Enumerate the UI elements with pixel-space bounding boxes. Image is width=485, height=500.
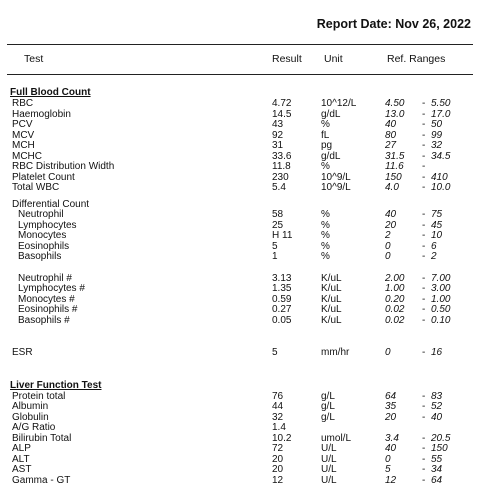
ref-dash: - [422, 347, 426, 358]
unit-label: K/uL [321, 272, 342, 284]
ref-low: 0 [385, 453, 391, 465]
ref-low: 1.00 [385, 283, 405, 294]
unit-label: % [321, 240, 330, 252]
unit-label: % [321, 251, 330, 262]
ref-dash: - [422, 161, 426, 172]
ref-dash: - [422, 304, 426, 315]
table-row [10, 434, 478, 445]
test-name: Lymphocytes # [18, 283, 85, 294]
unit-label: g/dL [321, 108, 341, 120]
unit-label: K/uL [321, 293, 342, 305]
ref-low: 35 [385, 401, 397, 412]
result-value: 32 [272, 411, 284, 423]
diff-abs-table [10, 274, 478, 327]
table-row [10, 162, 478, 173]
test-name: Monocytes [18, 230, 67, 241]
test-name: Basophils [18, 251, 62, 262]
ref-high: 0.50 [431, 304, 451, 315]
unit-label: 10^9/L [321, 171, 351, 183]
result-value: 5 [272, 347, 278, 358]
result-value: 10.2 [272, 432, 292, 444]
ref-high: 64 [431, 474, 443, 486]
table-row [10, 252, 478, 263]
ref-low: 0 [385, 251, 391, 262]
test-name: Haemoglobin [12, 108, 71, 120]
unit-label: g/L [321, 401, 335, 412]
ref-low: 0 [385, 240, 391, 252]
table-row [10, 423, 478, 434]
table-row [10, 295, 478, 306]
result-value: 11.8 [272, 161, 291, 172]
test-name: AST [12, 464, 32, 475]
ref-low: 27 [385, 140, 397, 151]
ref-high: 20.5 [431, 432, 451, 444]
unit-label: U/L [321, 453, 337, 465]
ref-dash: - [422, 230, 426, 241]
test-name: MCV [12, 129, 35, 141]
test-name: RBC Distribution Width [12, 161, 115, 172]
ref-dash: - [422, 150, 426, 162]
test-name: Eosinophils # [18, 304, 78, 315]
result-value: 20 [272, 453, 284, 465]
ref-high: 99 [431, 129, 443, 141]
unit-label: 10^9/L [321, 182, 351, 193]
ref-low: 0.02 [385, 304, 405, 315]
ref-dash: - [422, 314, 426, 326]
table-row [10, 183, 478, 194]
result-value: 1 [272, 251, 278, 262]
section-title-lft: Liver Function Test [10, 379, 102, 391]
fbc-table [10, 99, 478, 194]
test-name: Platelet Count [12, 171, 75, 183]
table-row [10, 316, 478, 327]
unit-label: K/uL [321, 283, 342, 294]
result-value: 25 [272, 219, 284, 231]
table-row [10, 131, 478, 142]
result-value: 0.59 [272, 293, 292, 305]
ref-high: 17.0 [431, 108, 451, 120]
table-row [10, 110, 478, 121]
unit-label: g/L [321, 390, 335, 402]
ref-high: 50 [431, 119, 443, 130]
table-row [10, 348, 478, 359]
ref-low: 13.0 [385, 108, 405, 120]
ref-high: 55 [431, 453, 443, 465]
result-value: 14.5 [272, 108, 292, 120]
lft-table [10, 392, 478, 487]
test-name: Albumin [12, 401, 49, 412]
ref-high: 10 [431, 230, 443, 241]
ref-high: 52 [431, 401, 443, 412]
ref-high: 32 [431, 140, 443, 151]
header-top-rule [7, 44, 473, 45]
ref-low: 2.00 [385, 272, 405, 284]
ref-low: 40 [385, 119, 397, 130]
test-name: Monocytes # [18, 293, 75, 305]
ref-high: 150 [431, 443, 448, 454]
test-name: ESR [12, 347, 33, 358]
result-value: 5.4 [272, 182, 286, 193]
test-name: A/G Ratio [12, 422, 56, 433]
ref-high: 83 [431, 390, 443, 402]
result-value: 76 [272, 390, 284, 402]
unit-label: g/dL [321, 150, 341, 162]
unit-label: U/L [321, 474, 337, 486]
ref-low: 5 [385, 464, 391, 475]
result-value: 58 [272, 209, 284, 220]
result-value: 72 [272, 443, 284, 454]
table-row [10, 455, 478, 466]
ref-low: 150 [385, 171, 402, 183]
ref-low: 4.0 [385, 182, 399, 193]
report-date: Report Date: Nov 26, 2022 [316, 17, 471, 31]
unit-label: % [321, 161, 330, 172]
section-title-fbc: Full Blood Count [10, 87, 91, 98]
unit-label: % [321, 209, 330, 220]
unit-label: mm/hr [321, 347, 350, 358]
test-name: ALT [12, 453, 30, 465]
result-value: 44 [272, 401, 284, 412]
unit-label: g/L [321, 411, 335, 423]
table-row [10, 210, 478, 221]
ref-low: 2 [385, 230, 391, 241]
ref-dash: - [422, 474, 426, 486]
test-name: Total WBC [12, 182, 60, 193]
ref-dash: - [422, 240, 426, 252]
test-name: Lymphocytes [18, 219, 77, 231]
test-name: MCHC [12, 150, 42, 162]
results-sheet [10, 88, 478, 486]
test-name: Neutrophil # [18, 272, 72, 284]
test-name: RBC [12, 98, 34, 109]
ref-high: 7.00 [431, 272, 451, 284]
unit-label: % [321, 230, 330, 241]
ref-high: 40 [431, 411, 443, 423]
ref-high: 3.00 [431, 283, 451, 294]
unit-label: % [321, 119, 330, 130]
result-value: 1.4 [272, 422, 286, 433]
result-value: 230 [272, 171, 289, 183]
ref-dash: - [422, 432, 426, 444]
test-name: Basophils # [18, 314, 70, 326]
ref-dash: - [422, 401, 426, 412]
ref-dash: - [422, 411, 426, 423]
ref-high: 0.10 [431, 314, 451, 326]
test-name: Neutrophil [18, 209, 64, 220]
section-title-diff [10, 200, 478, 211]
ref-high: 75 [431, 209, 443, 220]
unit-label: fL [321, 129, 330, 141]
ref-dash: - [422, 219, 426, 231]
unit-label: K/uL [321, 304, 342, 315]
ref-low: 40 [385, 443, 397, 454]
ref-dash: - [422, 182, 426, 193]
ref-high: 410 [431, 171, 448, 183]
test-name: Protein total [12, 390, 66, 402]
ref-dash: - [422, 390, 426, 402]
table-row [10, 242, 478, 253]
ref-low: 64 [385, 390, 397, 402]
table-row [10, 444, 478, 455]
table-row [10, 305, 478, 316]
table-row [10, 413, 478, 424]
ref-dash: - [422, 171, 426, 183]
table-row [10, 99, 478, 110]
ref-low: 20 [385, 411, 397, 423]
test-name: Bilirubin Total [12, 432, 72, 444]
ref-dash: - [422, 272, 426, 284]
result-value: 4.72 [272, 98, 292, 109]
ref-low: 40 [385, 209, 397, 220]
result-value: 20 [272, 464, 284, 475]
ref-low: 0.20 [385, 293, 405, 305]
unit-label: umol/L [321, 432, 352, 444]
ref-dash: - [422, 464, 426, 475]
result-value: H 11 [272, 230, 293, 241]
unit-label: U/L [321, 464, 337, 475]
diff-title: Differential Count [12, 198, 90, 210]
ref-high: 10.0 [431, 182, 451, 193]
ref-high: 6 [431, 240, 437, 252]
result-value: 0.27 [272, 304, 292, 315]
table-row [10, 402, 478, 413]
column-header [10, 50, 478, 68]
ref-dash: - [422, 98, 426, 109]
ref-low: 12 [385, 474, 397, 486]
ref-low: 3.4 [385, 432, 399, 444]
test-name: MCH [12, 140, 35, 151]
ref-dash: - [422, 283, 426, 294]
test-name: ALP [12, 443, 31, 454]
ref-low: 31.5 [385, 150, 405, 162]
ref-dash: - [422, 453, 426, 465]
col-result: Result [272, 53, 302, 65]
ref-dash: - [422, 108, 426, 120]
unit-label: 10^12/L [321, 98, 357, 109]
result-value: 12 [272, 474, 284, 486]
table-row [10, 173, 478, 184]
ref-high: 34.5 [431, 150, 451, 162]
ref-low: 80 [385, 129, 397, 141]
result-value: 5 [272, 240, 278, 252]
table-row [10, 221, 478, 232]
ref-dash: - [422, 251, 426, 262]
ref-dash: - [422, 140, 426, 151]
ref-high: 1.00 [431, 293, 451, 305]
ref-low: 4.50 [385, 98, 405, 109]
result-value: 92 [272, 129, 284, 141]
ref-high: 16 [431, 347, 443, 358]
ref-dash: - [422, 119, 426, 130]
result-value: 0.05 [272, 314, 292, 326]
unit-label: U/L [321, 443, 337, 454]
esr-table [10, 348, 478, 359]
ref-high: 5.50 [431, 98, 451, 109]
unit-label: K/uL [321, 314, 342, 326]
result-value: 33.6 [272, 150, 292, 162]
unit-label: pg [321, 140, 333, 151]
ref-dash: - [422, 443, 426, 454]
table-row [10, 231, 478, 242]
result-value: 31 [272, 140, 284, 151]
col-unit: Unit [324, 53, 343, 65]
header-bottom-rule [7, 74, 473, 75]
unit-label: % [321, 219, 330, 231]
ref-dash: - [422, 129, 426, 141]
ref-dash: - [422, 293, 426, 305]
ref-high: 34 [431, 464, 443, 475]
result-value: 43 [272, 119, 284, 130]
table-row [10, 141, 478, 152]
test-name: Globulin [12, 411, 49, 423]
ref-high: 2 [431, 251, 437, 262]
ref-dash: - [422, 209, 426, 220]
table-row [10, 465, 478, 476]
ref-low: 11.6 [385, 161, 404, 172]
col-test: Test [24, 53, 44, 65]
ref-low: 20 [385, 219, 397, 231]
test-name: Eosinophils [18, 240, 70, 252]
table-row [10, 476, 478, 487]
result-value: 1.35 [272, 283, 292, 294]
col-ranges: Ref. Ranges [387, 53, 446, 65]
table-row [10, 392, 478, 403]
diff-table [10, 210, 478, 263]
result-value: 3.13 [272, 272, 292, 284]
test-name: Gamma - GT [12, 474, 71, 486]
test-name: PCV [12, 119, 33, 130]
ref-low: 0 [385, 347, 391, 358]
ref-high: 45 [431, 219, 443, 231]
table-row [10, 120, 478, 131]
ref-low: 0.02 [385, 314, 405, 326]
table-row [10, 284, 478, 295]
